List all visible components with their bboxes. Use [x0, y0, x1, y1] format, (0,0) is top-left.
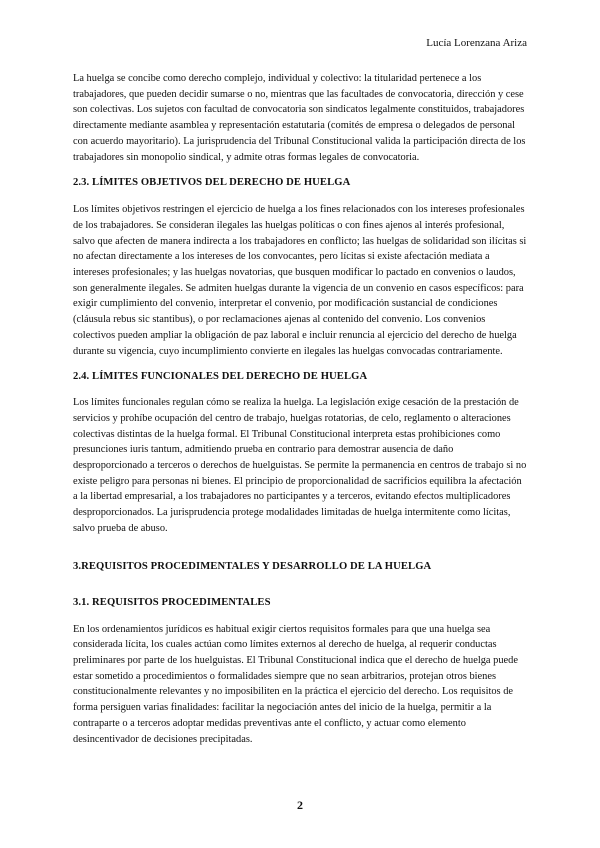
paragraph-huelga-titularidad: La huelga se concibe como derecho complejo, individual y colectivo: la titularidad pertenece a los trabajadores, que pueden decidir sumarse o no, mientras que las facultades de convocatoria, dirección y cese son colectivas. Los sujetos con facultad de convocatoria son sindicatos legalmente constituidos, trabajadores directamente mediante asamblea y representación estatutaria (comités de empresa o delegados de personal con acuerdo mayoritario). La jurisprudencia del Tribunal Constitucional valida la participación directa de los trabajadores sin monopolio sindical, y admite otras formas legales de convocatoria.	[73, 73, 526, 163]
page-number: 2	[297, 798, 303, 812]
paragraph-limites-funcionales: Los límites funcionales regulan cómo se realiza la huelga. La legislación exige cesación de la prestación de servicios y prohíbe ocupación del centro de trabajo, huelgas rotatorias, de celo, reglamento o alteraciones colectivas distintas de la huelga formal. El Tribunal Constitucional interpreta estas prohibiciones como presunciones iuris tantum, admitiendo prueba en contrario para demostrar ausencia de daño desproporcionado a terceros o derechos de huelguistas. Se permite la permanencia en centros de trabajo si no existe peligro para personas ni bienes. El principio de proporcionalidad de sacrificios equilibra la afectación a la libertad empresarial, a los trabajadores no participantes y a terceros, evitando efectos multiplicadores desproporcionados. La jurisprudencia protege modalidades limitadas de huelga intermitente como lícitas, salvo prueba de abuso.	[73, 397, 527, 534]
section-heading-limites-objetivos: 2.3. LÍMITES OBJETIVOS DEL DERECHO DE HUELGA	[73, 177, 351, 189]
section-heading-limites-funcionales: 2.4. LÍMITES FUNCIONALES DEL DERECHO DE HUELGA	[73, 371, 368, 383]
paragraph-requisitos-procedimentales: En los ordenamientos jurídicos es habitual exigir ciertos requisitos formales para que una huelga sea considerada lícita, los cuales actúan como límites externos al derecho de huelga, al requerir conductas preliminares por parte de los huelguistas. El Tribunal Constitucional indica que el derecho de huelga puede estar sometido a procedimientos o formalidades siempre que no sean arbitrarios, protejan otros bienes constitucionalmente relevantes y no imposibiliten en la práctica el ejercicio del derecho. Los requisitos de forma persiguen varias finalidades: facilitar la negociación antes del inicio de la huelga, permitir a la contraparte o a terceros adoptar medidas preventivas ante el conflicto, y actuar como elemento desincentivador de decisiones precipitadas.	[73, 623, 518, 745]
document-body	[73, 71, 528, 757]
paragraph-limites-objetivos: Los límites objetivos restringen el ejercicio de huelga a los fines relacionados con los intereses profesionales de los trabajadores. Se consideran ilegales las huelgas políticas o con fines ajenos al interés profesional, salvo que afecten de manera indirecta a los trabajadores en conflicto; las huelgas de solidaridad son ilícitas si no afectan directamente a los intereses de los convocantes, pero lícitas si existe afectación mediata a intereses profesionales; y las huelgas novatorias, que busquen modificar lo pactado en convenios o laudos, son generalmente ilegales. Se admiten huelgas durante la vigencia de un convenio en casos específicos: para exigir cumplimiento del convenio, interpretar el convenio, por modificación sustancial de condiciones (cláusula rebus sic stantibus), o por reclamaciones ajenas al contenido del convenio. Los convenios colectivos pueden ampliar la obligación de paz laboral e incluir renuncia al ejercicio del derecho de huelga durante su vigencia, cuyo incumplimiento convierte en ilegales las huelgas convocadas contrariamente.	[73, 204, 527, 357]
chapter-heading-requisitos: 3.REQUISITOS PROCEDIMENTALES Y DESARROLLO DE LA HUELGA	[73, 560, 432, 572]
section-heading-requisitos-procedimentales: 3.1. REQUISITOS PROCEDIMENTALES	[73, 596, 271, 608]
running-header-author: Lucía Lorenzana Ariza	[426, 37, 527, 49]
